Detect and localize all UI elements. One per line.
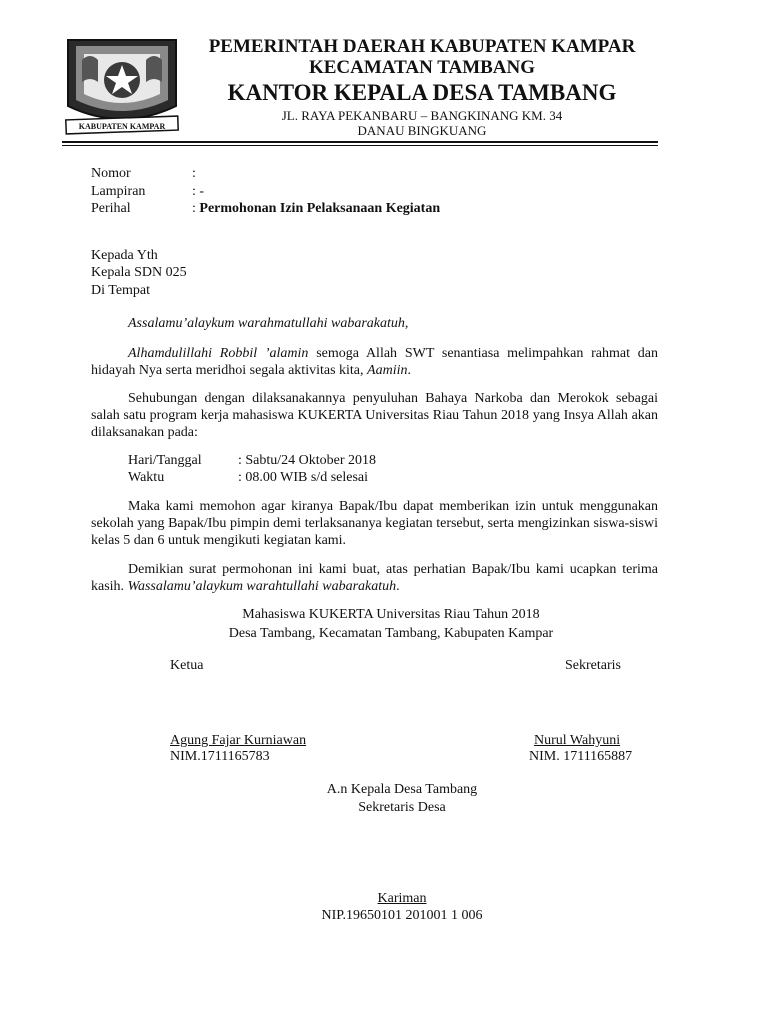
p1-italic: Alhamdulillahi Robbil ’alamin: [128, 346, 309, 361]
approver-name: [202, 891, 602, 907]
right-role: Sekretaris: [565, 658, 621, 673]
letterhead-government: PEMERINTAH DAERAH KABUPATEN KAMPAR: [208, 36, 636, 57]
signoff-org-1: Mahasiswa KUKERTA Universitas Riau Tahun 2018: [242, 607, 540, 622]
right-signatory-name: [534, 733, 620, 749]
paragraph-2: Sehubungan dengan dilaksanakannya penyuluhan Bahaya Narkoba dan Merokok sebagai salah satu program kerja mahasiswa KUKERTA Universitas Riau Tahun 2018 yang Insya Allah akan dilaksanakan pada:: [91, 391, 658, 440]
recipient-line-1: Kepada Yth: [91, 248, 158, 263]
p1-italic-end: Aamiin: [367, 363, 408, 378]
right-name-text: Nurul Wahyuni: [534, 733, 621, 748]
schedule-date-value: : Sabtu/24 Oktober 2018: [238, 453, 377, 468]
recipient-line-2: Kepala SDN 025: [91, 265, 187, 280]
greeting-text: Assalamu’alaykum warahmatullahi wabarakatuh: [128, 316, 405, 331]
approver-line-1: A.n Kepala Desa Tambang: [326, 782, 478, 797]
schedule-date-label: Hari/Tanggal: [128, 453, 202, 468]
letterhead-divider-thick: [62, 141, 658, 143]
paragraph-4: [91, 561, 658, 595]
p4-text: Demikian surat permohonan ini kami buat, atas perhatian Bapak/Ibu kami ucapkan terima kasih.: [91, 562, 658, 594]
perihal-colon: :: [192, 201, 196, 216]
letterhead-address-2: DANAU BINGKUANG: [357, 123, 487, 138]
right-signatory-nim: NIM. 1711165887: [529, 749, 633, 764]
signoff-org-2: Desa Tambang, Kecamatan Tambang, Kabupaten Kampar: [228, 626, 554, 641]
logo-banner-text: KABUPATEN KAMPAR: [78, 122, 166, 131]
schedule-time-label: Waktu: [128, 470, 165, 485]
p1-end: .: [407, 363, 411, 378]
p1-text: semoga Allah SWT senantiasa melimpahkan rahmat dan hidayah Nya serta meridhoi segala aktivitas kita,: [91, 346, 658, 378]
p4-end: .: [396, 579, 400, 594]
letterhead-district: KECAMATAN TAMBANG: [308, 57, 536, 78]
schedule-time-value: : 08.00 WIB s/d selesai: [238, 470, 369, 485]
greeting-comma: ,: [404, 316, 409, 331]
recipient-line-3: Di Tempat: [91, 283, 151, 298]
nomor-value: :: [192, 166, 196, 181]
lampiran-value: : -: [192, 184, 205, 199]
letterhead-address: JL. RAYA PEKANBARU – BANGKINANG KM. 34: [281, 108, 563, 123]
greeting: [128, 316, 408, 332]
paragraph-1: [91, 345, 658, 379]
approver-nip: NIP.19650101 201001 1 006: [321, 908, 483, 923]
paragraph-3: Maka kami memohon agar kiranya Bapak/Ibu dapat memberikan izin untuk menggunakan sekolah yang Bapak/Ibu pimpin demi terlaksananya kegiatan tersebut, serta mengizinkan siswa-siswi kelas 5 dan 6 untuk mengikuti kegiatan kami.: [91, 499, 658, 548]
left-role: Ketua: [170, 658, 204, 673]
approver-name-text: Kariman: [377, 891, 427, 906]
perihal-label: Perihal: [91, 201, 131, 216]
p4-italic: Wassalamu’alaykum warahtullahi wabarakatuh: [127, 579, 397, 594]
lampiran-label: Lampiran: [91, 184, 146, 199]
nomor-label: Nomor: [91, 166, 131, 181]
left-signatory-name: [170, 733, 306, 749]
left-signatory-nim: NIM.1711165783: [170, 749, 270, 764]
letterhead-office: KANTOR KEPALA DESA TAMBANG: [227, 80, 617, 105]
letterhead-divider-thin: [62, 145, 658, 146]
perihal-value: Permohonan Izin Pelaksanaan Kegiatan: [199, 201, 441, 216]
perihal-line: [192, 201, 440, 217]
approver-line-2: Sekretaris Desa: [358, 800, 446, 815]
left-name-text: Agung Fajar Kurniawan: [170, 733, 307, 748]
kabupaten-kampar-emblem: [62, 36, 182, 138]
